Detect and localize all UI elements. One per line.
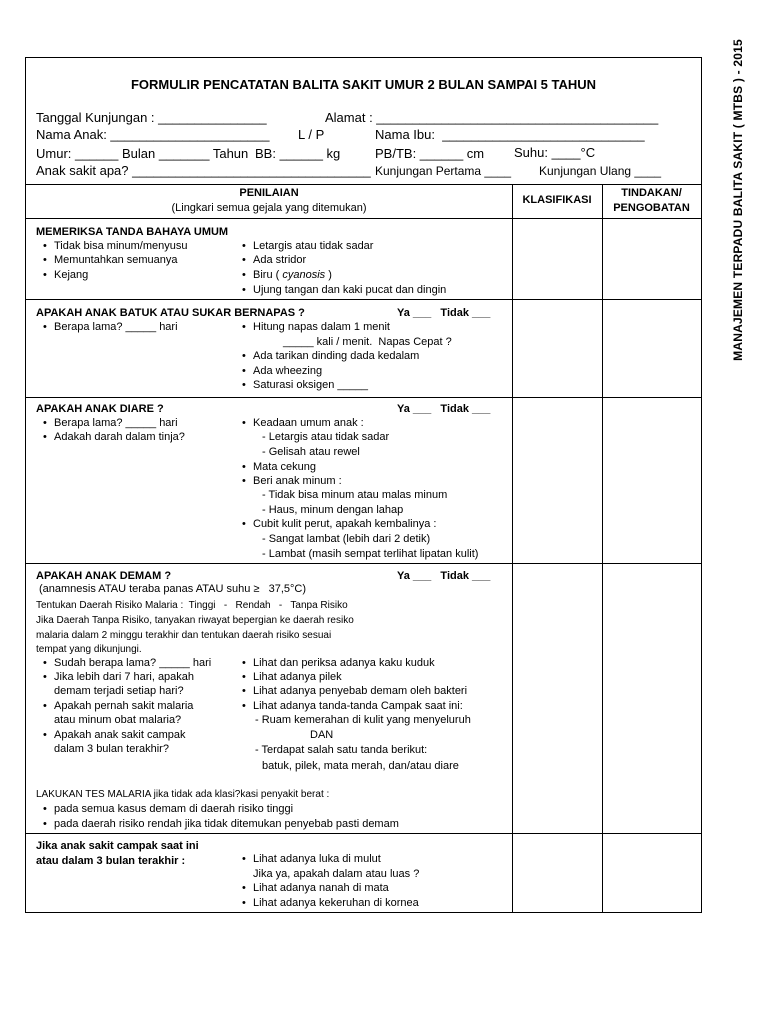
list-item: - Letargis atau tidak sadar xyxy=(262,431,390,443)
form-title: FORMULIR PENCATATAN BALITA SAKIT UMUR 2 BULAN SAMPAI 5 TAHUN xyxy=(130,77,597,92)
list-item: • Ada stridor xyxy=(253,254,306,266)
list-item: • Kejang xyxy=(54,269,88,281)
list-item: - Sangat lambat (lebih dari 2 detik) xyxy=(262,533,431,545)
list-item: • Lihat adanya tanda-tanda Campak saat ini: xyxy=(253,700,463,712)
complaint-field[interactable]: Anak sakit apa? _________________________________ xyxy=(36,163,371,178)
list-item: • Lihat adanya kekeruhan di kornea xyxy=(253,897,419,909)
list-item: dalam 3 bulan terakhir? xyxy=(54,743,169,755)
list-item: • Beri anak minum : xyxy=(253,475,342,487)
section-title-fever: APAKAH ANAK DEMAM ? xyxy=(36,570,172,582)
penilaian-column-header: PENILAIAN xyxy=(239,187,299,199)
mother-name-field[interactable]: Nama Ibu: ____________________________ xyxy=(375,127,645,142)
section-title-diarrhea: APAKAH ANAK DIARE ? xyxy=(36,403,164,415)
list-item: • Cubit kulit perut, apakah kembalinya : xyxy=(253,518,436,530)
list-item: • Memuntahkan semuanya xyxy=(54,254,178,266)
follow-up-visit-field[interactable]: Kunjungan Ulang ____ xyxy=(539,164,662,178)
list-item: • Sudah berapa lama? _____ hari xyxy=(54,657,211,669)
list-item: • Apakah anak sakit campak xyxy=(54,729,185,741)
column-divider xyxy=(512,184,513,912)
assessment-form xyxy=(25,57,702,913)
list-item: • Jika lebih dari 7 hari, apakah xyxy=(54,671,194,683)
row-divider xyxy=(26,397,701,398)
section-title-cough: APAKAH ANAK BATUK ATAU SUKAR BERNAPAS ? xyxy=(36,307,305,319)
list-item: - Terdapat salah satu tanda berikut: xyxy=(255,744,428,756)
list-item: Jika ya, apakah dalam atau luas ? xyxy=(253,868,420,880)
list-item: • Berapa lama? _____ hari xyxy=(54,417,178,429)
list-item: • Lihat adanya luka di mulut xyxy=(253,853,381,865)
malaria-risk-line: Jika Daerah Tanpa Risiko, tanyakan riwayat bepergian ke daerah resiko xyxy=(36,615,354,626)
list-item: DAN xyxy=(310,729,334,741)
malaria-risk-line: tempat yang dikunjungi. xyxy=(36,644,142,655)
first-visit-field[interactable]: Kunjungan Pertama ____ xyxy=(375,164,512,178)
list-item: • Lihat adanya nanah di mata xyxy=(253,882,389,894)
list-item: • Adakah darah dalam tinja? xyxy=(54,431,185,443)
list-item: • Hitung napas dalam 1 menit xyxy=(253,321,390,333)
list-item: • Letargis atau tidak sadar xyxy=(253,240,373,252)
list-item: • Ada wheezing xyxy=(253,365,322,377)
section-title-danger-signs: MEMERIKSA TANDA BAHAYA UMUM xyxy=(36,226,229,238)
list-item: • Ujung tangan dan kaki pucat dan dingin xyxy=(253,284,446,296)
temperature-field[interactable]: Suhu: ____°C xyxy=(514,145,596,160)
address-field[interactable]: Alamat : _______________________________________ xyxy=(325,110,659,125)
visit-date-field[interactable]: Tanggal Kunjungan : _______________ xyxy=(36,110,267,125)
height-field[interactable]: PB/TB: ______ cm xyxy=(375,146,485,161)
child-name-field[interactable]: Nama Anak: ______________________ xyxy=(36,127,270,142)
list-item-italic: cyanosis xyxy=(282,269,326,281)
row-divider xyxy=(26,833,701,834)
table-header-border xyxy=(26,218,701,219)
row-divider xyxy=(26,563,701,564)
pengobatan-column-header: PENGOBATAN xyxy=(613,202,690,214)
list-item: • Apakah pernah sakit malaria xyxy=(54,700,193,712)
list-item: batuk, pilek, mata merah, dan/atau diare xyxy=(262,760,459,772)
list-item: • Keadaan umum anak : xyxy=(253,417,364,429)
yes-no-field[interactable]: Ya ___ Tidak ___ xyxy=(397,570,491,582)
list-item: • pada daerah risiko rendah jika tidak ditemukan penyebab pasti demam xyxy=(54,818,399,830)
column-divider xyxy=(602,184,603,912)
list-item: _____ kali / menit. Napas Cepat ? xyxy=(283,336,452,348)
age-field[interactable]: Umur: ______ Bulan _______ Tahun xyxy=(36,146,249,161)
list-item xyxy=(253,269,332,281)
tindakan-column-header: TINDAKAN/ xyxy=(621,187,682,199)
list-item-text: ) xyxy=(325,269,332,281)
penilaian-column-subtitle: (Lingkari semua gejala yang ditemukan) xyxy=(171,202,367,214)
row-divider xyxy=(26,299,701,300)
list-item: • Lihat adanya penyebab demam oleh bakteri xyxy=(253,685,467,697)
list-item: - Gelisah atau rewel xyxy=(262,446,360,458)
klasifikasi-column-header: KLASIFIKASI xyxy=(522,194,592,206)
list-item: atau minum obat malaria? xyxy=(54,714,182,726)
malaria-test-heading: LAKUKAN TES MALARIA jika tidak ada klasi?kasi penyakit berat : xyxy=(36,789,330,800)
list-item-text: Biru ( xyxy=(253,269,283,281)
list-item: - Lambat (masih sempat terlihat lipatan kulit) xyxy=(262,548,479,560)
yes-no-field[interactable]: Ya ___ Tidak ___ xyxy=(397,403,491,415)
list-item: - Haus, minum dengan lahap xyxy=(262,504,404,516)
fever-criteria: (anamnesis ATAU teraba panas ATAU suhu ≥ 37,5°C) xyxy=(39,583,307,595)
sidebar-title-text: MANAJEMEN TERPADU BALITA SAKIT ( MTBS ) - 2015 xyxy=(731,39,745,361)
list-item: demam terjadi setiap hari? xyxy=(54,685,184,697)
list-item: • Tidak bisa minum/menyusu xyxy=(54,240,187,252)
section-title-measles-2: atau dalam 3 bulan terakhir : xyxy=(36,855,186,867)
list-item: • Mata cekung xyxy=(253,461,316,473)
malaria-risk-line: malaria dalam 2 minggu terakhir dan tentukan daerah risiko sesuai xyxy=(36,630,332,641)
list-item: • pada semua kasus demam di daerah risiko tinggi xyxy=(54,803,293,815)
list-item: • Lihat adanya pilek xyxy=(253,671,342,683)
yes-no-field[interactable]: Ya ___ Tidak ___ xyxy=(397,307,491,319)
weight-field[interactable]: BB: ______ kg xyxy=(255,146,341,161)
list-item: • Berapa lama? _____ hari xyxy=(54,321,178,333)
list-item: • Saturasi oksigen _____ xyxy=(253,379,368,391)
section-title-measles: Jika anak sakit campak saat ini xyxy=(36,840,199,852)
list-item: • Lihat dan periksa adanya kaku kuduk xyxy=(253,657,435,669)
table-top-border xyxy=(26,184,701,185)
list-item: • Ada tarikan dinding dada kedalam xyxy=(253,350,419,362)
malaria-risk-line: Tentukan Daerah Risiko Malaria : Tinggi - Rendah - Tanpa Risiko xyxy=(36,600,348,611)
list-item: - Tidak bisa minum atau malas minum xyxy=(262,489,448,501)
gender-field[interactable]: L / P xyxy=(298,127,325,142)
list-item: - Ruam kemerahan di kulit yang menyeluruh xyxy=(255,714,471,726)
